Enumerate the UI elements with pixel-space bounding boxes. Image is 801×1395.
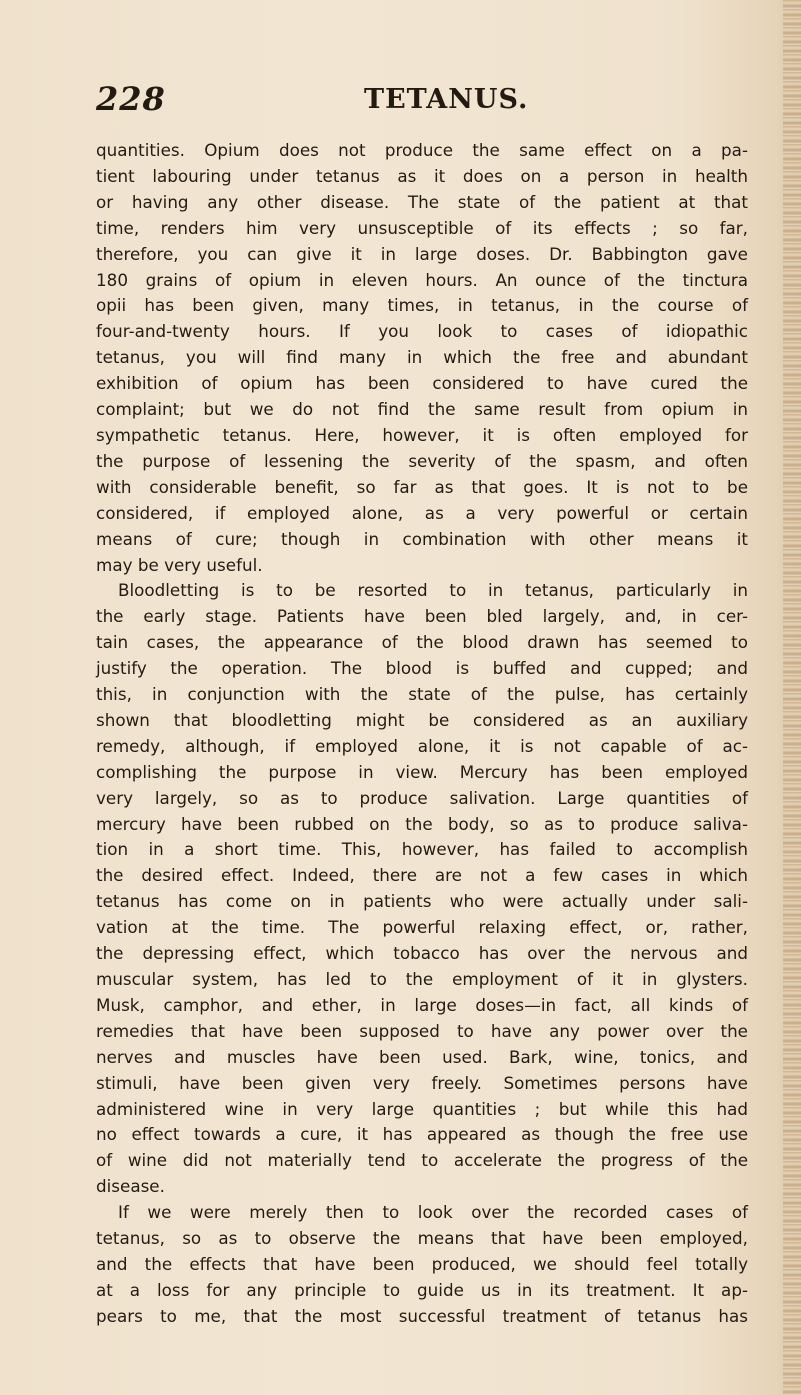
text-line: justify the operation. The blood is buffed and cupped; and — [96, 658, 748, 679]
text-line: remedy, although, if employed alone, it is not capable of ac- — [96, 735, 748, 756]
text-line: Musk, camphor, and ether, in large doses—in fact, all kinds of — [96, 994, 748, 1015]
text-line: mercury have been rubbed on the body, so as to produce saliva- — [96, 813, 748, 834]
text-line: the early stage. Patients have been bled largely, and, in cer- — [96, 606, 748, 627]
text-line: exhibition of opium has been considered to have cured the — [96, 373, 748, 394]
text-line: time, renders him very unsusceptible of its effects ; so far, — [96, 217, 748, 238]
text-line: nerves and muscles have been used. Bark, wine, tonics, and — [96, 1046, 748, 1067]
text-line: tient labouring under tetanus as it does on a person in health — [96, 165, 748, 186]
running-head: TETANUS. — [364, 84, 529, 115]
text-line: and the effects that have been produced, we should feel totally — [96, 1253, 748, 1274]
text-line: quantities. Opium does not produce the same effect on a pa- — [96, 140, 748, 160]
text-line: at a loss for any principle to guide us in its treatment. It ap- — [96, 1279, 748, 1300]
text-line: the purpose of lessening the severity of the spasm, and often — [96, 450, 748, 471]
text-line: tetanus, so as to observe the means that have been employed, — [96, 1228, 748, 1249]
text-line: opii has been given, many times, in tetanus, in the course of — [96, 295, 748, 316]
text-line: no effect towards a cure, it has appeared as though the free use — [96, 1124, 748, 1145]
text-line: tain cases, the appearance of the blood drawn has seemed to — [96, 632, 748, 653]
text-line: complaint; but we do not find the same result from opium in — [96, 399, 748, 420]
text-line: administered wine in very large quantities ; but while this had — [96, 1098, 748, 1119]
text-line: the desired effect. Indeed, there are not a few cases in which — [96, 865, 748, 886]
text-line: shown that bloodletting might be considered as an auxiliary — [96, 709, 748, 730]
page-edge — [783, 0, 801, 1395]
text-line: means of cure; though in combination with other means it — [96, 528, 748, 549]
text-line: with considerable benefit, so far as that goes. It is not to be — [96, 476, 748, 497]
page-header — [96, 80, 716, 120]
text-line: four-and-twenty hours. If you look to cases of idiopathic — [96, 321, 748, 342]
paragraph-end-line: may be very useful. — [96, 554, 263, 575]
text-line: this, in conjunction with the state of the pulse, has certainly — [96, 684, 748, 705]
text-line: of wine did not materially tend to accelerate the progress of the — [96, 1150, 748, 1171]
page-number: 228 — [96, 80, 166, 118]
text-line: tetanus, you will find many in which the free and abundant — [96, 347, 748, 368]
text-line: tetanus has come on in patients who were actually under sali- — [96, 891, 748, 912]
paragraph-start-line: If we were merely then to look over the recorded cases of — [118, 1202, 748, 1223]
text-line: muscular system, has led to the employment of it in glysters. — [96, 969, 748, 989]
text-line: considered, if employed alone, as a very powerful or certain — [96, 502, 748, 523]
paragraph-end-line: disease. — [96, 1176, 165, 1197]
text-line: vation at the time. The powerful relaxing effect, or, rather, — [96, 917, 748, 938]
text-line: therefore, you can give it in large doses. Dr. Babbington gave — [96, 243, 748, 264]
text-line: stimuli, have been given very freely. Sometimes persons have — [96, 1072, 748, 1093]
text-line: 180 grains of opium in eleven hours. An ounce of the tinctura — [96, 269, 748, 290]
text-line: tion in a short time. This, however, has failed to accomplish — [96, 839, 748, 860]
text-line: or having any other disease. The state of the patient at that — [96, 191, 748, 212]
text-line: pears to me, that the most successful treatment of tetanus has — [96, 1305, 748, 1326]
text-line: remedies that have been supposed to have any power over the — [96, 1020, 748, 1041]
text-line: the depressing effect, which tobacco has over the nervous and — [96, 943, 748, 964]
body-text — [96, 138, 748, 1330]
text-line: complishing the purpose in view. Mercury has been employed — [96, 761, 748, 782]
paragraph-start-line: Bloodletting is to be resorted to in tetanus, particularly in — [118, 580, 748, 601]
text-line: sympathetic tetanus. Here, however, it is often employed for — [96, 424, 748, 445]
text-line: very largely, so as to produce salivation. Large quantities of — [96, 787, 748, 808]
